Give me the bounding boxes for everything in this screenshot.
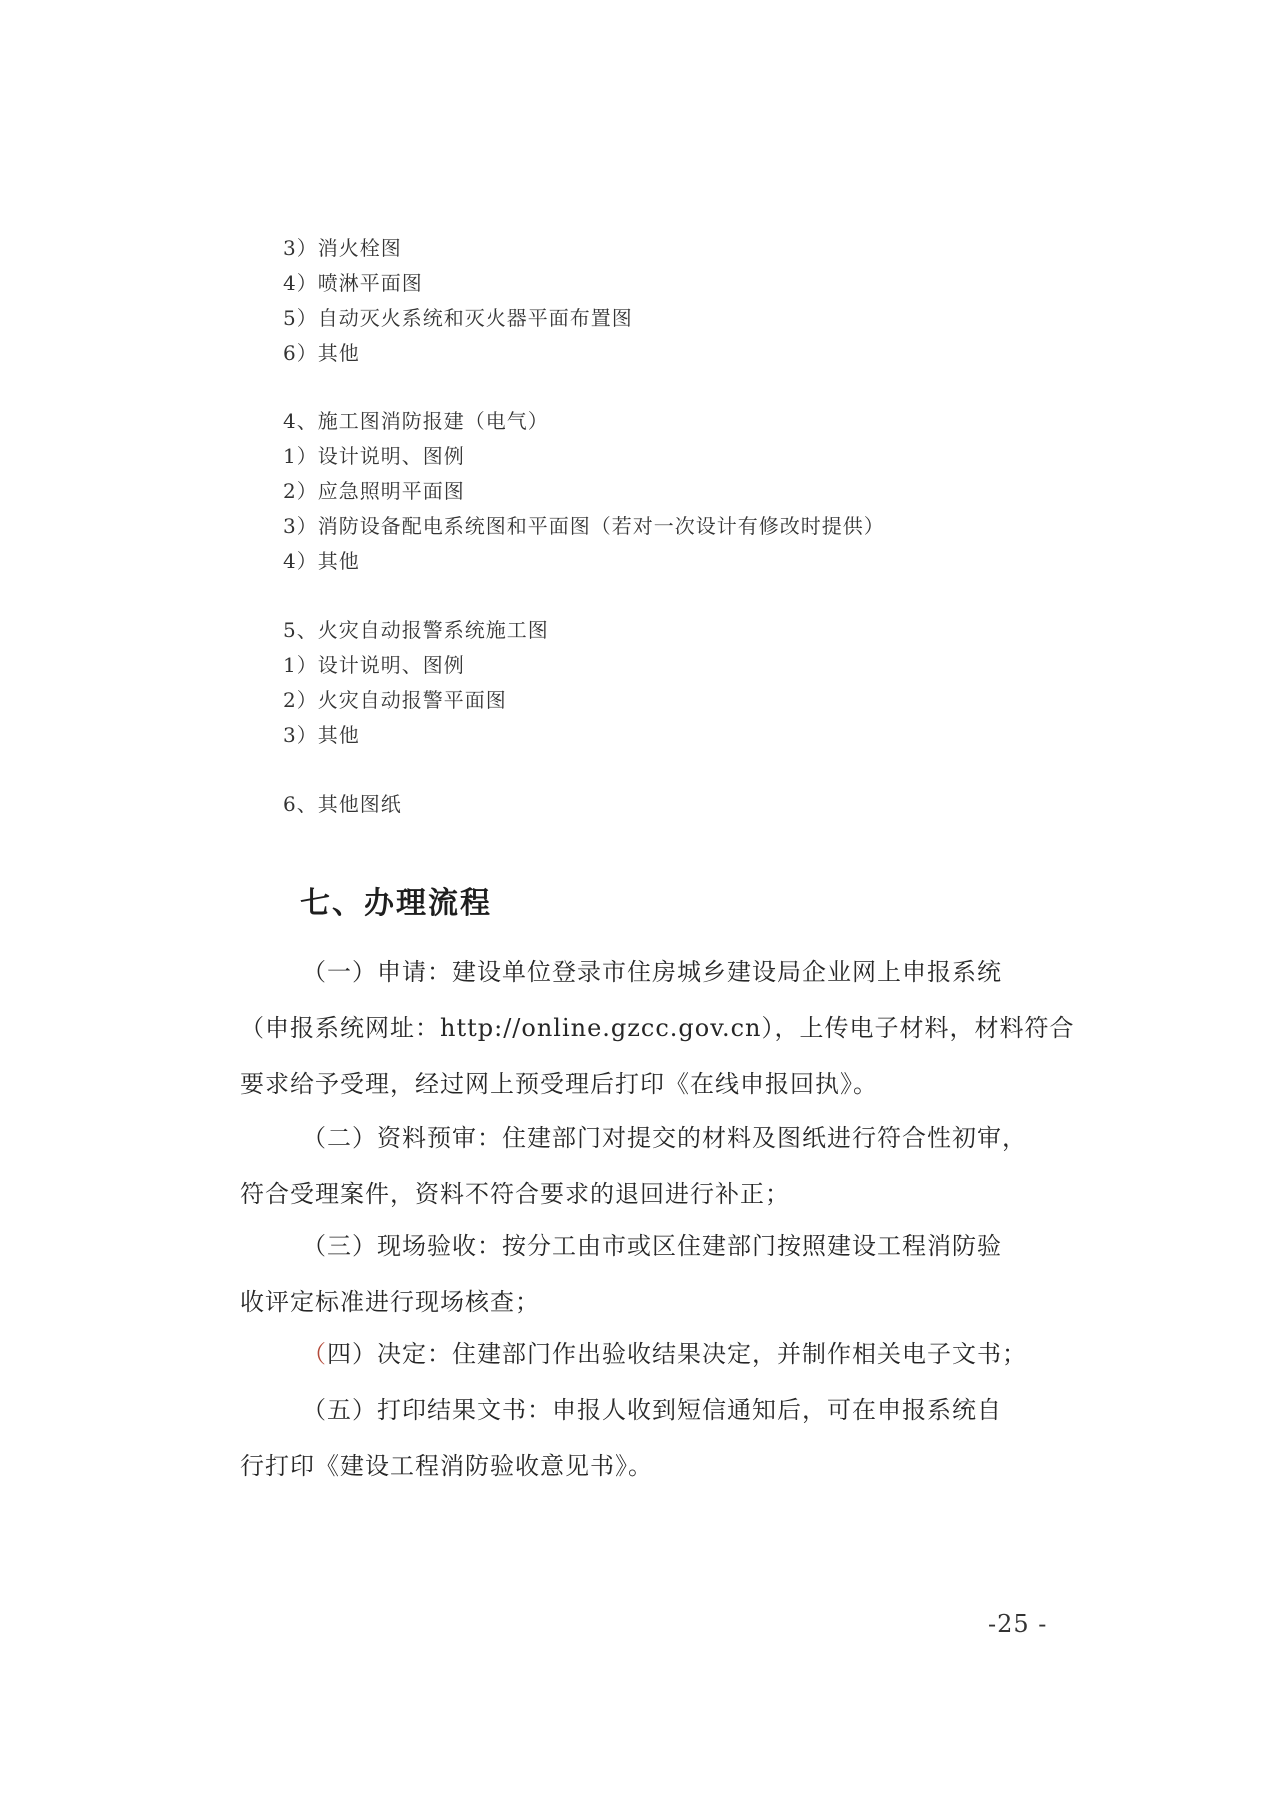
paragraph-text: 四）决定：住建部门作出验收结果决定，并制作相关电子文书；: [327, 1340, 1027, 1368]
list-heading: 4、施工图消防报建（电气）: [283, 409, 549, 433]
drawing-list-fire-hydrant-group: [283, 231, 633, 371]
paragraph-line: （五）打印结果文书：申报人收到短信通知后，可在申报系统自: [302, 1396, 1002, 1424]
list-item: 3）其他: [283, 723, 360, 747]
list-item: 1）设计说明、图例: [283, 653, 465, 677]
list-item: 4）其他: [283, 549, 360, 573]
paragraph-line: （三）现场验收：按分工由市或区住建部门按照建设工程消防验: [302, 1232, 1002, 1260]
page-number: -25 -: [988, 1610, 1048, 1638]
paragraph-line: 行打印《建设工程消防验收意见书》。: [240, 1452, 653, 1480]
process-step-print: [240, 1382, 1040, 1494]
paragraph-line: （二）资料预审：住建部门对提交的材料及图纸进行符合性初审，: [302, 1124, 1027, 1152]
list-heading: 6、其他图纸: [283, 792, 402, 816]
paragraph-marker: （: [302, 1340, 327, 1368]
list-item: 2）应急照明平面图: [283, 479, 465, 503]
paragraph-line: [240, 1326, 1040, 1382]
section-heading: 七、办理流程: [300, 886, 492, 921]
list-item: 3）消火栓图: [283, 236, 402, 260]
paragraph-line: 要求给予受理，经过网上预受理后打印《在线申报回执》。: [240, 1070, 878, 1098]
drawing-list-electrical-group: [283, 404, 885, 579]
drawing-list-other-group: [283, 787, 402, 822]
list-heading: 5、火灾自动报警系统施工图: [283, 618, 549, 642]
list-item: 2）火灾自动报警平面图: [283, 688, 507, 712]
list-item: 4）喷淋平面图: [283, 271, 423, 295]
drawing-list-fire-alarm-group: [283, 613, 549, 753]
paragraph-line: 符合受理案件，资料不符合要求的退回进行补正；: [240, 1180, 790, 1208]
paragraph-line: （一）申请：建设单位登录市住房城乡建设局企业网上申报系统: [302, 958, 1002, 986]
paragraph-line: （申报系统网址：http://online.gzcc.gov.cn），上传电子材料，材料符合: [240, 1014, 1075, 1042]
list-item: 1）设计说明、图例: [283, 444, 465, 468]
paragraph-line: 收评定标准进行现场核查；: [240, 1288, 540, 1316]
list-item: 6）其他: [283, 341, 360, 365]
list-item: 3）消防设备配电系统图和平面图（若对一次设计有修改时提供）: [283, 514, 885, 538]
process-step-site-inspection: [240, 1218, 1040, 1330]
process-step-decision: [240, 1326, 1040, 1382]
list-item: 5）自动灭火系统和灭火器平面布置图: [283, 306, 633, 330]
process-step-pre-review: [240, 1110, 1040, 1222]
process-step-apply: [240, 944, 1075, 1112]
